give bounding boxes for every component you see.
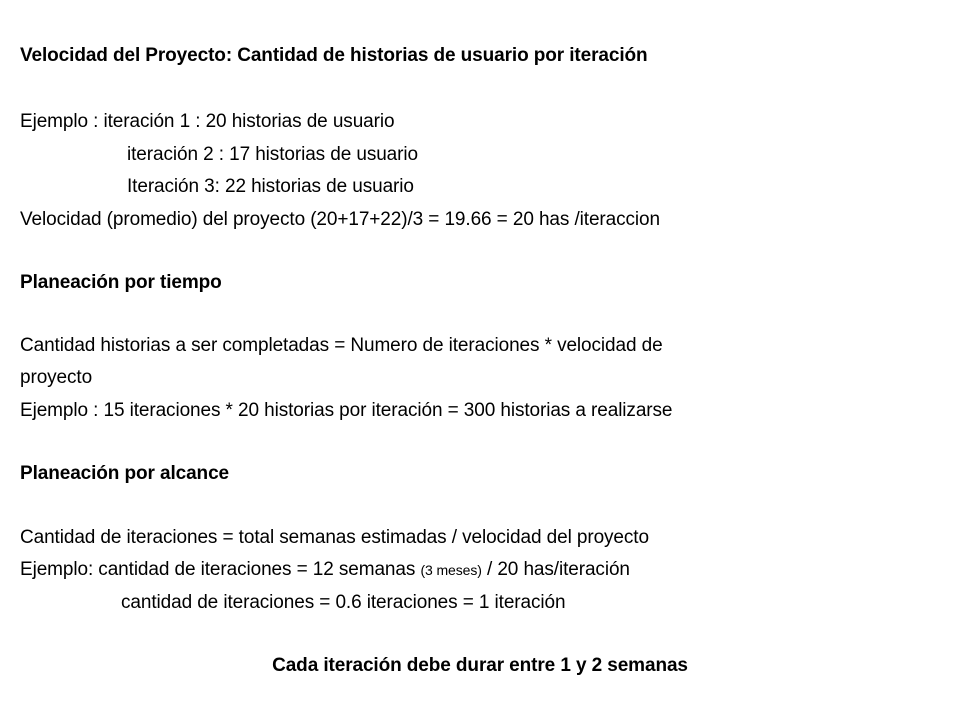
time-planning-example-line: Ejemplo : 15 iteraciones * 20 historias por iteración = 300 historias a realizarse xyxy=(20,400,673,421)
scope-example-prefix: Ejemplo: cantidad de iteraciones = 12 semanas xyxy=(20,559,421,580)
scope-planning-result-line: cantidad de iteraciones = 0.6 iteraciones = 1 iteración xyxy=(121,592,566,613)
time-planning-formula-line-2: proyecto xyxy=(20,367,93,388)
velocity-example-line-3: Iteración 3: 22 historias de usuario xyxy=(127,176,414,197)
scope-planning-heading: Planeación por alcance xyxy=(20,463,229,484)
velocity-example-line-1: Ejemplo : iteración 1 : 20 historias de usuario xyxy=(20,111,395,132)
scope-example-suffix: / 20 has/iteración xyxy=(481,559,630,580)
scope-planning-example-line xyxy=(20,558,630,582)
scope-example-note: (3 meses) xyxy=(420,562,482,578)
velocity-average-line: Velocidad (promedio) del proyecto (20+17+22)/3 = 19.66 = 20 has /iteraccion xyxy=(20,209,660,230)
velocity-heading: Velocidad del Proyecto: Cantidad de historias de usuario por iteración xyxy=(20,45,648,66)
conclusion-text: Cada iteración debe durar entre 1 y 2 semanas xyxy=(272,655,688,676)
velocity-example-line-2: iteración 2 : 17 historias de usuario xyxy=(127,144,418,165)
time-planning-formula-line-1: Cantidad historias a ser completadas = Numero de iteraciones * velocidad de xyxy=(20,335,663,356)
scope-planning-formula-line: Cantidad de iteraciones = total semanas estimadas / velocidad del proyecto xyxy=(20,527,649,548)
time-planning-heading: Planeación por tiempo xyxy=(20,272,222,293)
